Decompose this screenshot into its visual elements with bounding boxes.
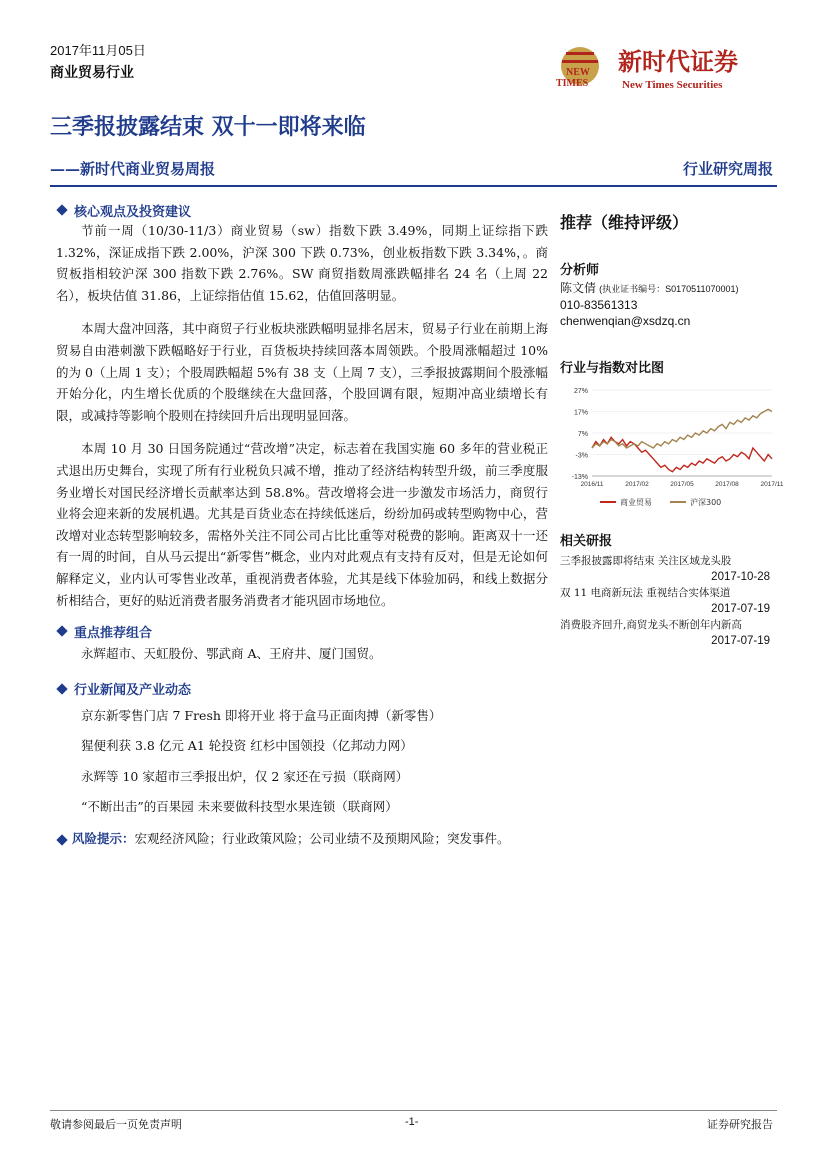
x-tick-label: 2016/11 [580,481,604,488]
related-item[interactable] [560,585,778,617]
news-heading-text: 行业新闻及产业动态 [74,683,192,699]
related-date: 2017-07-19 [711,603,770,615]
header-divider [50,185,777,187]
news-item: 永辉等 10 家超市三季报出炉，仅 2 家还在亏损（联商网） [81,768,409,784]
x-tick-label: 2017/02 [625,481,649,488]
news-item: 京东新零售门店 7 Fresh 即将开业 将于盒马正面肉搏（新零售） [81,707,442,723]
related-date: 2017-07-19 [711,635,770,647]
chart-lines [592,409,772,471]
y-tick-label: -13% [571,474,588,481]
series-line-hs300 [592,409,772,448]
legend-label: 商业贸易 [620,498,652,507]
core-paragraph-2: 本周大盘冲回落，其中商贸子行业板块涨跌幅明显排名居末，贸易子行业在前期上海贸易自由港刺激下跌幅略好于行业，百货板块持续回落本周领跌。个股周涨幅超过 10%的为 0（上周 1 支）；个股周跌幅超 5%有 38 支（上周 7 支），三季报披露期间个股涨幅开始分化，内生增长优质的个股继续在大盘回落，个股回调有限，短期冲高业绩增长有限，或减持等影响个股则在持续回升后出现明显回落。 [56,321,548,423]
report-subtitle: ——新时代商业贸易周报 [50,160,216,178]
risk-heading: 风险提示： [72,831,135,847]
diamond-bullet-icon [56,683,67,694]
analyst-name: 陈文倩 [560,281,597,295]
logo-cn-text: 新时代证券 [618,47,738,76]
legend-label: 沪深300 [690,498,722,507]
risk-text: 宏观经济风险；行业政策风险；公司业绩不及预期风险；突发事件。 [134,831,510,847]
y-tick-label: -3% [575,452,588,460]
report-type: 行业研究周报 [682,160,773,178]
x-tick-label: 2017/08 [715,481,739,488]
chart-heading: 行业与指数对比图 [560,360,665,375]
analyst-email: chenwenqian@xsdzq.cn [560,314,691,328]
logo-mark-text-2: TIMES [556,78,589,89]
footer-disclaimer: 敬请参阅最后一页免责声明 [50,1118,182,1131]
industry-label: 商业贸易行业 [50,64,134,80]
diamond-bullet-icon [56,204,67,215]
related-item[interactable] [560,617,778,649]
risk-section [56,828,548,850]
main-content [56,200,548,850]
news-item: “不断出击”的百果园 未来要做科技型水果连锁（联商网） [81,799,398,815]
footer-divider [50,1110,777,1111]
analyst-heading: 分析师 [560,262,600,277]
related-title: 消费股齐回升,商贸龙头不断创年内新高 [560,619,742,631]
core-paragraph-3: 本周 10 月 30 日国务院通过“营改增”决定，标志着在我国实施 60 多年的营业税正式退出历史舞台，实现了所有行业税负只减不增，推动了经济结构转型升级，前三季度服务业增长对国民经济增长贡献率达到 58.8%。营改增将会进一步激发市场活力，商贸行业将会迎来新的发展机遇。尤其是百货业态在持续低迷后，纷纷加码或转型购物中心，营改增对业态转型影响较多，需格外关注不同公司占比比重等对税费的影响。距离双十一还有一周的时间，自从马云提出“新零售”概念，业内对此观点有支持有反对，但是无论如何解释定义，业内认可零售业改革，重视消费者体验，尤其是线下体验加码，和线上数据分析相结合，更好的贴近消费者服务消费者才能巩固市场地位。 [56,441,548,608]
news-list [56,705,548,818]
analyst-info [560,280,778,297]
logo-en-text: New Times Securities [622,79,723,91]
sidebar [560,200,784,649]
diamond-bullet-icon [56,625,67,636]
chart-axes [572,388,784,488]
news-section-heading [56,679,548,699]
portfolio-heading-text: 重点推荐组合 [74,625,153,641]
related-title: 三季报披露即将结束 关注区域龙头股 [560,555,732,567]
logo-mark-text-1: NEW [566,67,590,78]
x-tick-label: 2017/11 [760,481,784,488]
analyst-cert: (执业证书编号：S0170511070001) [599,284,739,294]
y-tick-label: 17% [573,409,588,417]
y-tick-label: 27% [573,388,588,395]
related-item[interactable] [560,553,778,585]
news-item: 猩便利获 3.8 亿元 A1 轮投资 红杉中国领投（亿邦动力网） [81,738,413,754]
page-number: -1- [405,1116,419,1128]
company-logo [552,40,792,100]
core-paragraph-1: 节前一周（10/30-11/3）商业贸易（sw）指数下跌 3.49%，同期上证综指下跌 1.32%，深证成指下跌 2.00%，沪深 300 下跌 0.73%，创业板指数下跌 3.34%，。商贸板指相较沪深 300 指数下跌 2.76%。SW 商贸指数周涨跌幅排名 24 名（上周 22 名），板块估值 31.86，上证综指估值 15.62，估值回落明显。 [56,223,548,303]
chart-legend [600,497,721,507]
core-section-heading [56,200,548,220]
related-title: 双 11 电商新玩法 重视结合实体渠道 [560,587,731,599]
report-title: 三季报披露结束 双十一即将来临 [50,114,366,140]
comparison-chart [560,384,784,514]
footer-label: 证券研究报告 [707,1118,773,1131]
related-heading: 相关研报 [560,533,613,548]
portfolio-section-heading [56,621,548,641]
related-list [560,553,778,649]
diamond-bullet-icon [56,834,67,845]
logo-mark-icon [552,40,792,100]
core-heading-text: 核心观点及投资建议 [74,204,192,220]
x-tick-label: 2017/05 [670,481,694,488]
portfolio-text: 永辉超市、天虹股份、鄂武商 A、王府井、厦门国贸。 [81,646,382,662]
y-tick-label: 7% [577,431,588,438]
rating-label: 推荐（维持评级） [560,215,689,232]
report-date: 2017年11月05日 [50,43,146,58]
analyst-phone: 010-83561313 [560,298,638,312]
related-date: 2017-10-28 [711,571,770,583]
